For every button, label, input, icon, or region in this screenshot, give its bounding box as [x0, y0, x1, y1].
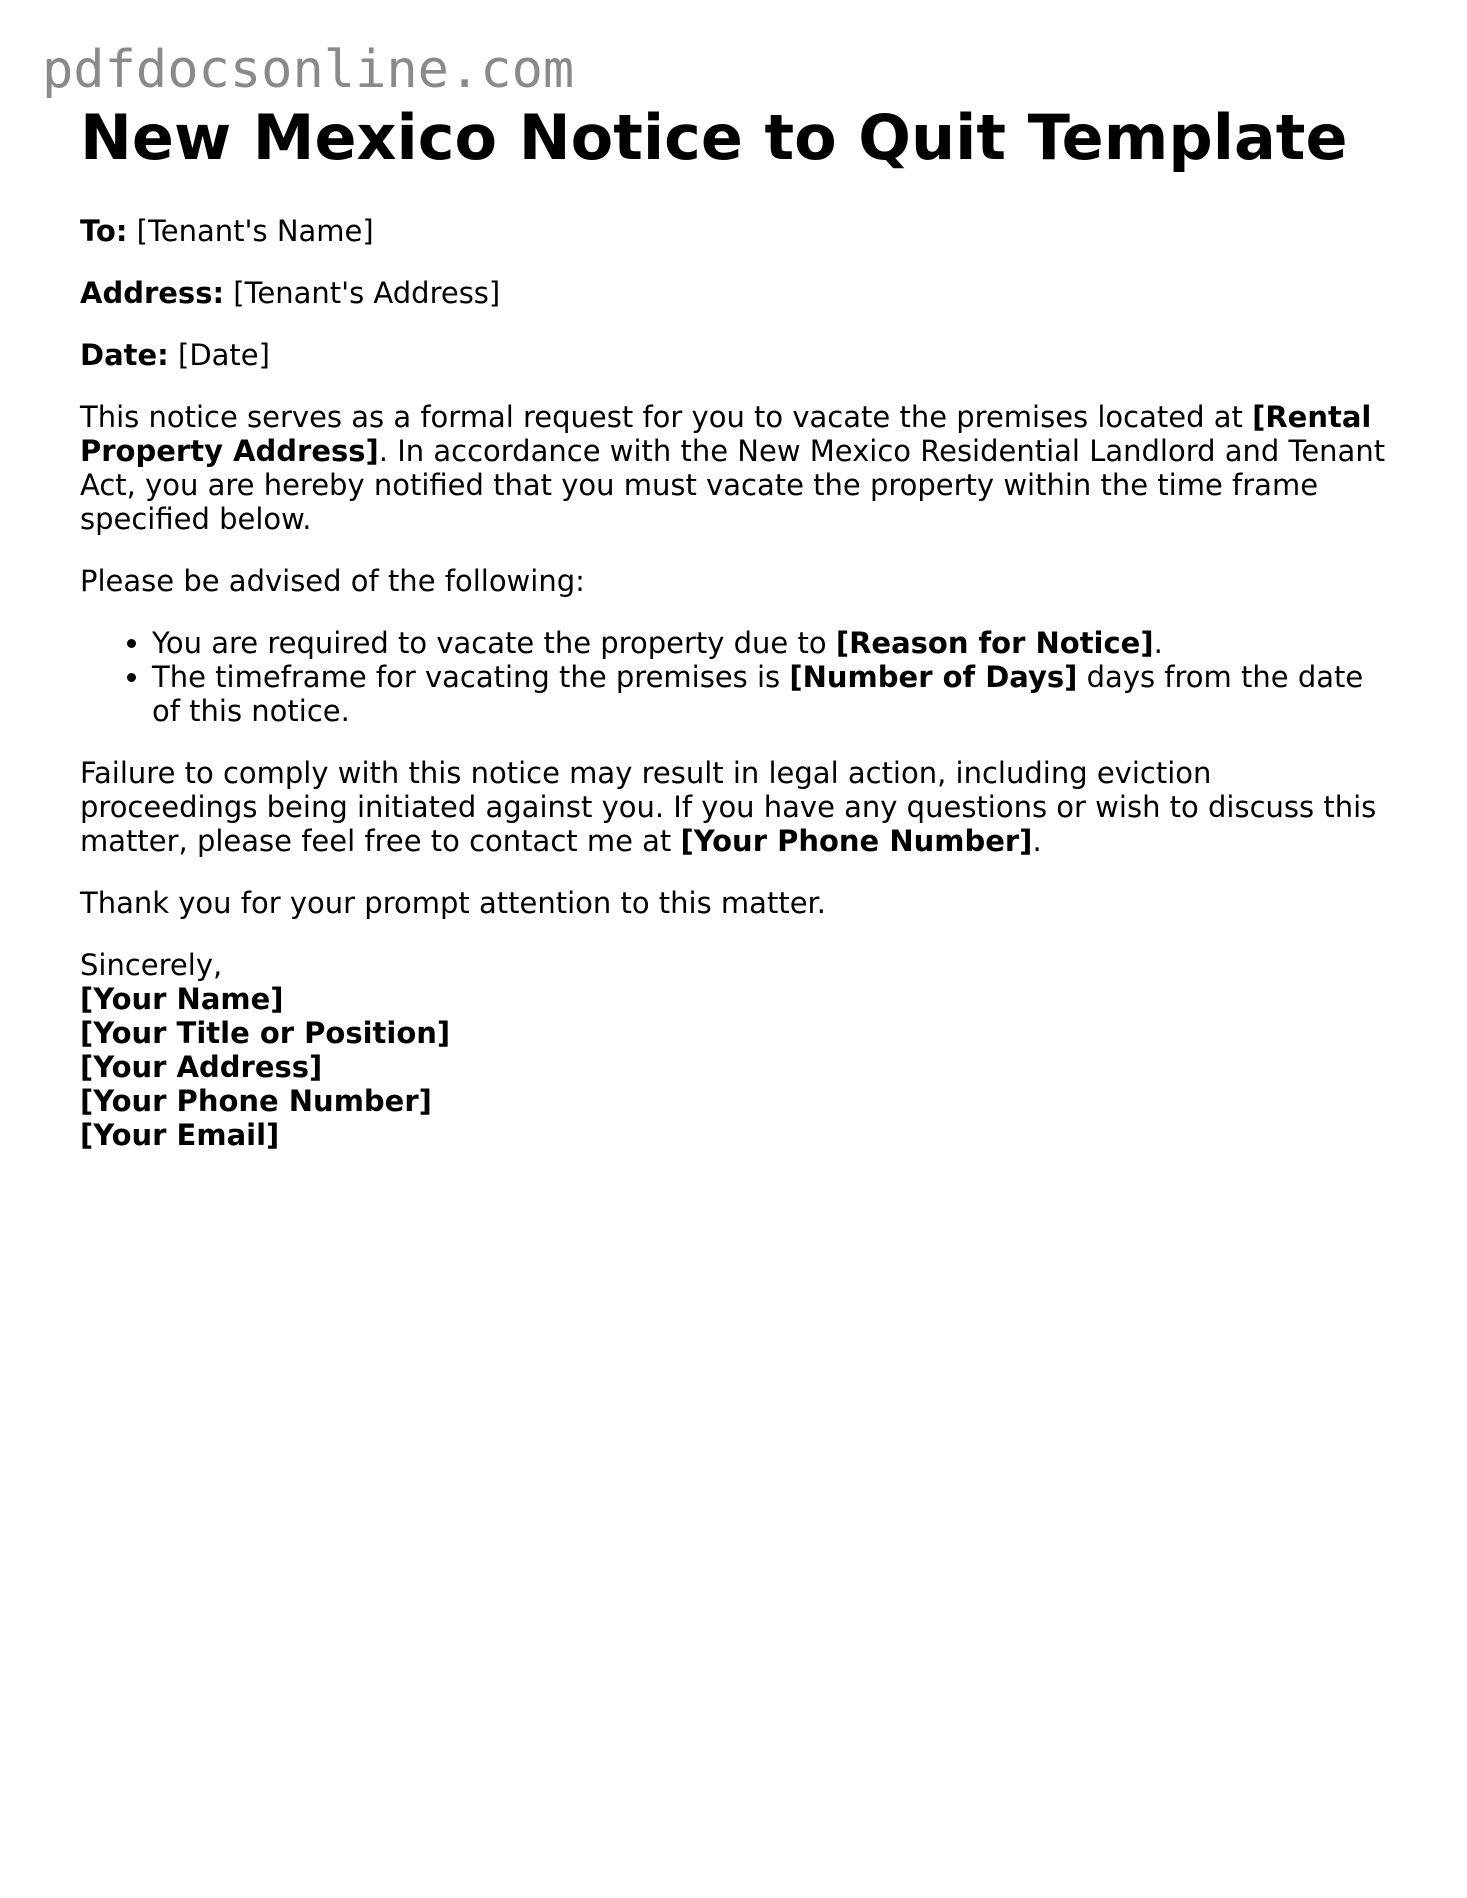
address-value: [Tenant's Address] [233, 276, 501, 310]
notice-list [80, 626, 1390, 728]
address-label: Address: [80, 276, 225, 310]
to-label: To: [80, 214, 128, 248]
signature-phone: [Your Phone Number] [80, 1084, 432, 1118]
failure-text-b: . [1032, 824, 1042, 858]
date-label: Date: [80, 338, 169, 372]
signature-title: [Your Title or Position] [80, 1016, 451, 1050]
reason-text: You are required to vacate the property due to [152, 626, 836, 660]
list-item [152, 660, 1390, 728]
notice-paragraph [80, 400, 1390, 536]
date-field [80, 338, 1390, 372]
notice-text-a: This notice serves as a formal request for you to vacate the premises located at [80, 400, 1253, 434]
notice-text-b: . In accordance with the New Mexico Residential Landlord and Tenant Act, you are hereby notified that you must vacate the property within the time frame specified below. [80, 434, 1386, 536]
signature-name: [Your Name] [80, 982, 284, 1016]
list-item [152, 626, 1390, 660]
closing: Sincerely, [80, 948, 223, 982]
failure-text-a: Failure to comply with this notice may result in legal action, including eviction proceedings being initiated against you. If you have any questions or wish to discuss this matter, please feel free to contact me at [80, 756, 1377, 858]
failure-paragraph [80, 756, 1390, 858]
rental-address-placeholder: [Rental Property Address] [80, 400, 1372, 468]
thanks-line: Thank you for your prompt attention to this matter. [80, 886, 827, 920]
address-field [80, 276, 1390, 310]
document-body [80, 214, 1390, 1152]
watermark: pdfdocsonline.com [42, 40, 575, 100]
timeframe-text: The timeframe for vacating the premises is [152, 660, 790, 694]
reason-placeholder: [Reason for Notice] [835, 626, 1154, 660]
to-value: [Tenant's Name] [136, 214, 374, 248]
to-field [80, 214, 1390, 248]
page-title: New Mexico Notice to Quit Template [80, 101, 1348, 174]
date-value: [Date] [178, 338, 270, 372]
advised-line: Please be advised of the following: [80, 564, 585, 598]
reason-end: . [1153, 626, 1163, 660]
timeframe-end: days from the date of this notice. [152, 660, 1364, 728]
phone-placeholder: [Your Phone Number] [680, 824, 1033, 858]
days-placeholder: [Number of Days] [789, 660, 1078, 694]
signature-email: [Your Email] [80, 1118, 280, 1152]
document-page [80, 96, 1390, 1152]
signature-block [80, 948, 1390, 1152]
signature-address: [Your Address] [80, 1050, 323, 1084]
